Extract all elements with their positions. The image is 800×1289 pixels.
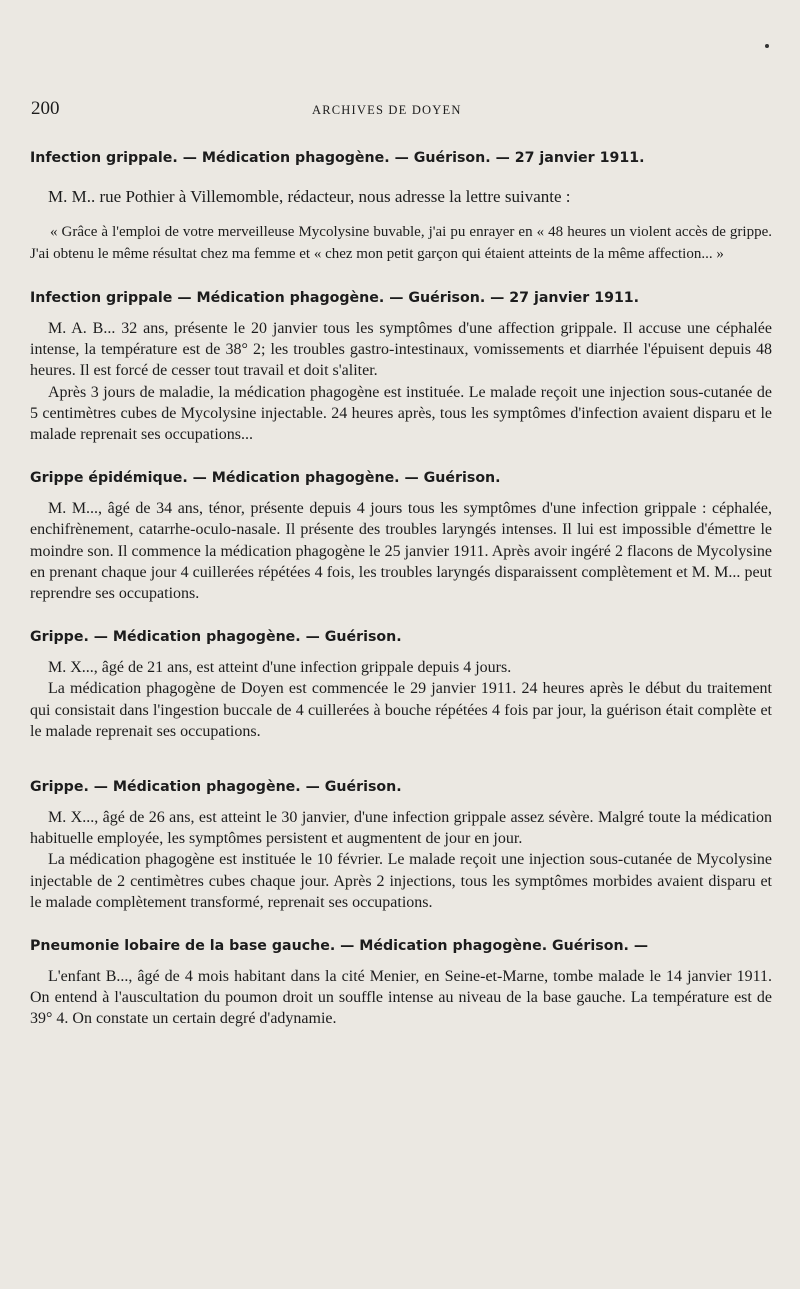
case-title: Infection grippale. — Médication phagogène. — Guérison. — 27 janvier 1911. (30, 150, 645, 166)
case-paragraph: M. A. B... 32 ans, présente le 20 janvier tous les symptômes d'une affection grippale. Il accuse une céphalée intense, la température est de 38° 2; les troubles gastro-intestinaux, vomissements et diarrhée l'épuisent depuis 48 heures. Il est forcé de cesser tout travail et doit s'aliter. (30, 320, 772, 380)
case-paragraph: La médication phagogène de Doyen est commencée le 29 janvier 1911. 24 heures après le début du traitement qui consistait dans l'ingestion buccale de 4 cuillerées à bouche répétées 4 fois par jour, la guérison était complète et le malade reprenait ses occupations. (30, 680, 772, 740)
case-paragraph: La médication phagogène est instituée le 10 février. Le malade reçoit une injection sous-cutanée de Mycolysine injectable de 2 centimètres cubes chaque jour. Après 2 injections, tous les symptômes morbides avaient disparu et le malade complètement transformé, reprenait ses occupations. (30, 851, 772, 911)
running-title: ARCHIVES DE DOYEN (312, 103, 462, 117)
case-paragraph: M. M..., âgé de 34 ans, ténor, présente depuis 4 jours tous les symptômes d'une infection grippale : céphalée, enchifrènement, catarrhe-oculo-nasale. Il présente des troubles laryngés intenses. Il lui est impossible d'émettre le moindre son. Il commence la médication phagogène le 25 janvier 1911. Après avoir ingéré 2 flacons de Mycolysine en prenant chaque jour 4 cuillerées répétées 4 fois, les troubles laryngés disparaissent complètement et M. M... peut reprendre ses occupations. (30, 500, 772, 603)
case-paragraph: M. X..., âgé de 26 ans, est atteint le 30 janvier, d'une infection grippale assez sévère. Malgré toute la médication habituelle employée, les symptômes persistent et augmentent de jour en jour. (30, 809, 772, 848)
document-body (30, 147, 772, 1030)
margin-mark (765, 44, 769, 48)
case-paragraph: Après 3 jours de maladie, la médication phagogène est instituée. Le malade reçoit une injection sous-cutanée de 5 centimètres cubes de Mycolysine injectable. 24 heures après, tous les symptômes d'infection avaient disparu et le malade reprenait ses occupations... (30, 383, 772, 444)
page-number: 200 (31, 98, 60, 119)
case-title: Grippe. — Médication phagogène. — Guérison. (30, 629, 402, 646)
letter-intro: M. M.. rue Pothier à Villemomble, rédacteur, nous adresse la lettre suivante : (48, 187, 571, 206)
case-paragraph: M. X..., âgé de 21 ans, est atteint d'une infection grippale depuis 4 jours. (48, 659, 512, 677)
case-title: Grippe. — Médication phagogène. — Guérison. (30, 779, 402, 796)
case-title: Pneumonie lobaire de la base gauche. — Médication phagogène. Guérison. — (30, 938, 649, 955)
case-title: Infection grippale — Médication phagogène. — Guérison. — 27 janvier 1911. (30, 290, 640, 306)
letter-quote: « Grâce à l'emploi de votre merveilleuse Mycolysine buvable, j'ai pu enrayer en « 48 heures un violent accès de grippe. J'ai obtenu le même résultat chez ma femme et « chez mon petit garçon qui étaient atteints de la même affection... » (30, 224, 772, 262)
case-paragraph: L'enfant B..., âgé de 4 mois habitant dans la cité Menier, en Seine-et-Marne, tombe malade le 14 janvier 1911. On entend à l'auscultation du poumon droit un souffle intense au niveau de la base gauche. La température est de 39° 4. On constate un certain degré d'adynamie. (30, 968, 772, 1028)
case-title: Grippe épidémique. — Médication phagogène. — Guérison. (30, 470, 501, 487)
